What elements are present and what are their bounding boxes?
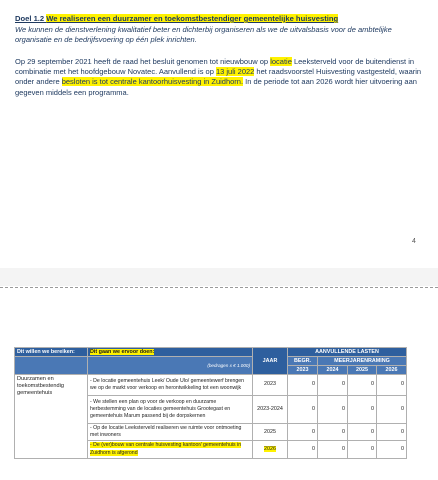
value-cell: 0 [288,375,318,396]
measure-cell: - De locatie gemeentehuis Leek/ Oude Ulo/ gemeentewerf brengen we op de markt voor verkoop en herontwikkeling tot een woonwijk [88,375,253,396]
jaar-cell [253,441,288,458]
header-wat: Dit willen we bereiken: [15,348,88,357]
header-bedragen [88,357,253,375]
value-cell: 0 [318,396,348,424]
goal-prefix: Doel 1.2 [15,14,47,23]
jaar-cell: 2025 [253,424,288,441]
body-text: In de periode tot aan 2026 wordt hier uitvoering aan gegeven middels een programma. [15,77,417,97]
body-paragraph [15,57,427,98]
goal-heading [15,14,425,23]
header-empty [15,357,88,375]
budget-table [14,347,406,459]
header-doen [88,348,253,357]
goal-title: We realiseren een duurzamer en toekomstbestendiger gemeentelijke huisvesting [46,14,339,23]
jaar-cell: 2023-2024 [253,396,288,424]
header-year-2: 2024 [318,366,348,375]
header-begr: BEGR. [288,357,318,366]
value-cell: 0 [377,396,407,424]
page-number: 4 [412,238,416,245]
section-break-line [0,287,438,288]
highlight-date: 13 juli 2022 [215,67,255,77]
body-text: Leeksterveld voor de buitendienst in combinatie met het hoofdgebouw Novatec. Aanvullend is op [15,57,415,77]
highlight-jaar: 2026 [264,446,276,452]
value-cell: 0 [288,396,318,424]
value-cell: 0 [288,441,318,458]
value-cell: 0 [348,375,377,396]
value-cell: 0 [348,424,377,441]
highlight-decision: besloten is tot centrale kantoorhuisvesting in Zuidhorn. [61,77,244,87]
value-cell: 0 [377,424,407,441]
header-meerjarenraming: MEERJARENRAMING [318,357,407,366]
header-aanvullende-lasten: AANVULLENDE LASTEN [288,348,407,357]
page-break [0,268,438,286]
body-text: het raadsvoorstel Huisvesting vastgesteld, waarin onder andere [15,67,422,87]
header-doen-label: Dit gaan we ervoor doen: [90,349,155,355]
value-cell: 0 [318,424,348,441]
measure-cell [88,441,253,458]
value-cell: 0 [348,441,377,458]
header-year-4: 2026 [377,366,407,375]
value-cell: 0 [377,441,407,458]
value-cell: 0 [348,396,377,424]
value-cell: 0 [318,375,348,396]
header-year-3: 2025 [348,366,377,375]
header-bedragen-label: (bedragen x € 1.000) [207,362,250,368]
doel-cell: Duurzamen en toekomstbestendig gemeentehuis [15,375,88,459]
value-cell: 0 [377,375,407,396]
value-cell: 0 [288,424,318,441]
measure-cell: - Op de locatie Leeksterveld realiseren we ruimte voor ontmoeting met inwoners [88,424,253,441]
measure-cell: - We stellen een plan op voor de verkoop en duurzame herbestemming van de locaties gemeentehuis Grootegast en gemeentehuis Marum passend bij de dorpskernen [88,396,253,424]
highlight-measure: - De (ver)bouw van centrale huisvesting kantoor/ gemeentehuis in Zuidhorn is afgerond [90,442,242,456]
jaar-cell: 2023 [253,375,288,396]
highlight-locatie: locatie [270,57,292,66]
table-row [15,375,407,396]
header-year-1: 2023 [288,366,318,375]
value-cell: 0 [318,441,348,458]
goal-intro: We kunnen de dienstverlening kwalitatief beter en dichterbij organiseren als we de uitvalsbasis voor de ambtelijke organisatie en de bedrijfsvoering op één plek inrichten. [15,25,392,44]
body-text: Op 29 september 2021 heeft de raad het besluit genomen tot nieuwbouw op [15,57,271,66]
header-jaar: JAAR [253,348,288,375]
